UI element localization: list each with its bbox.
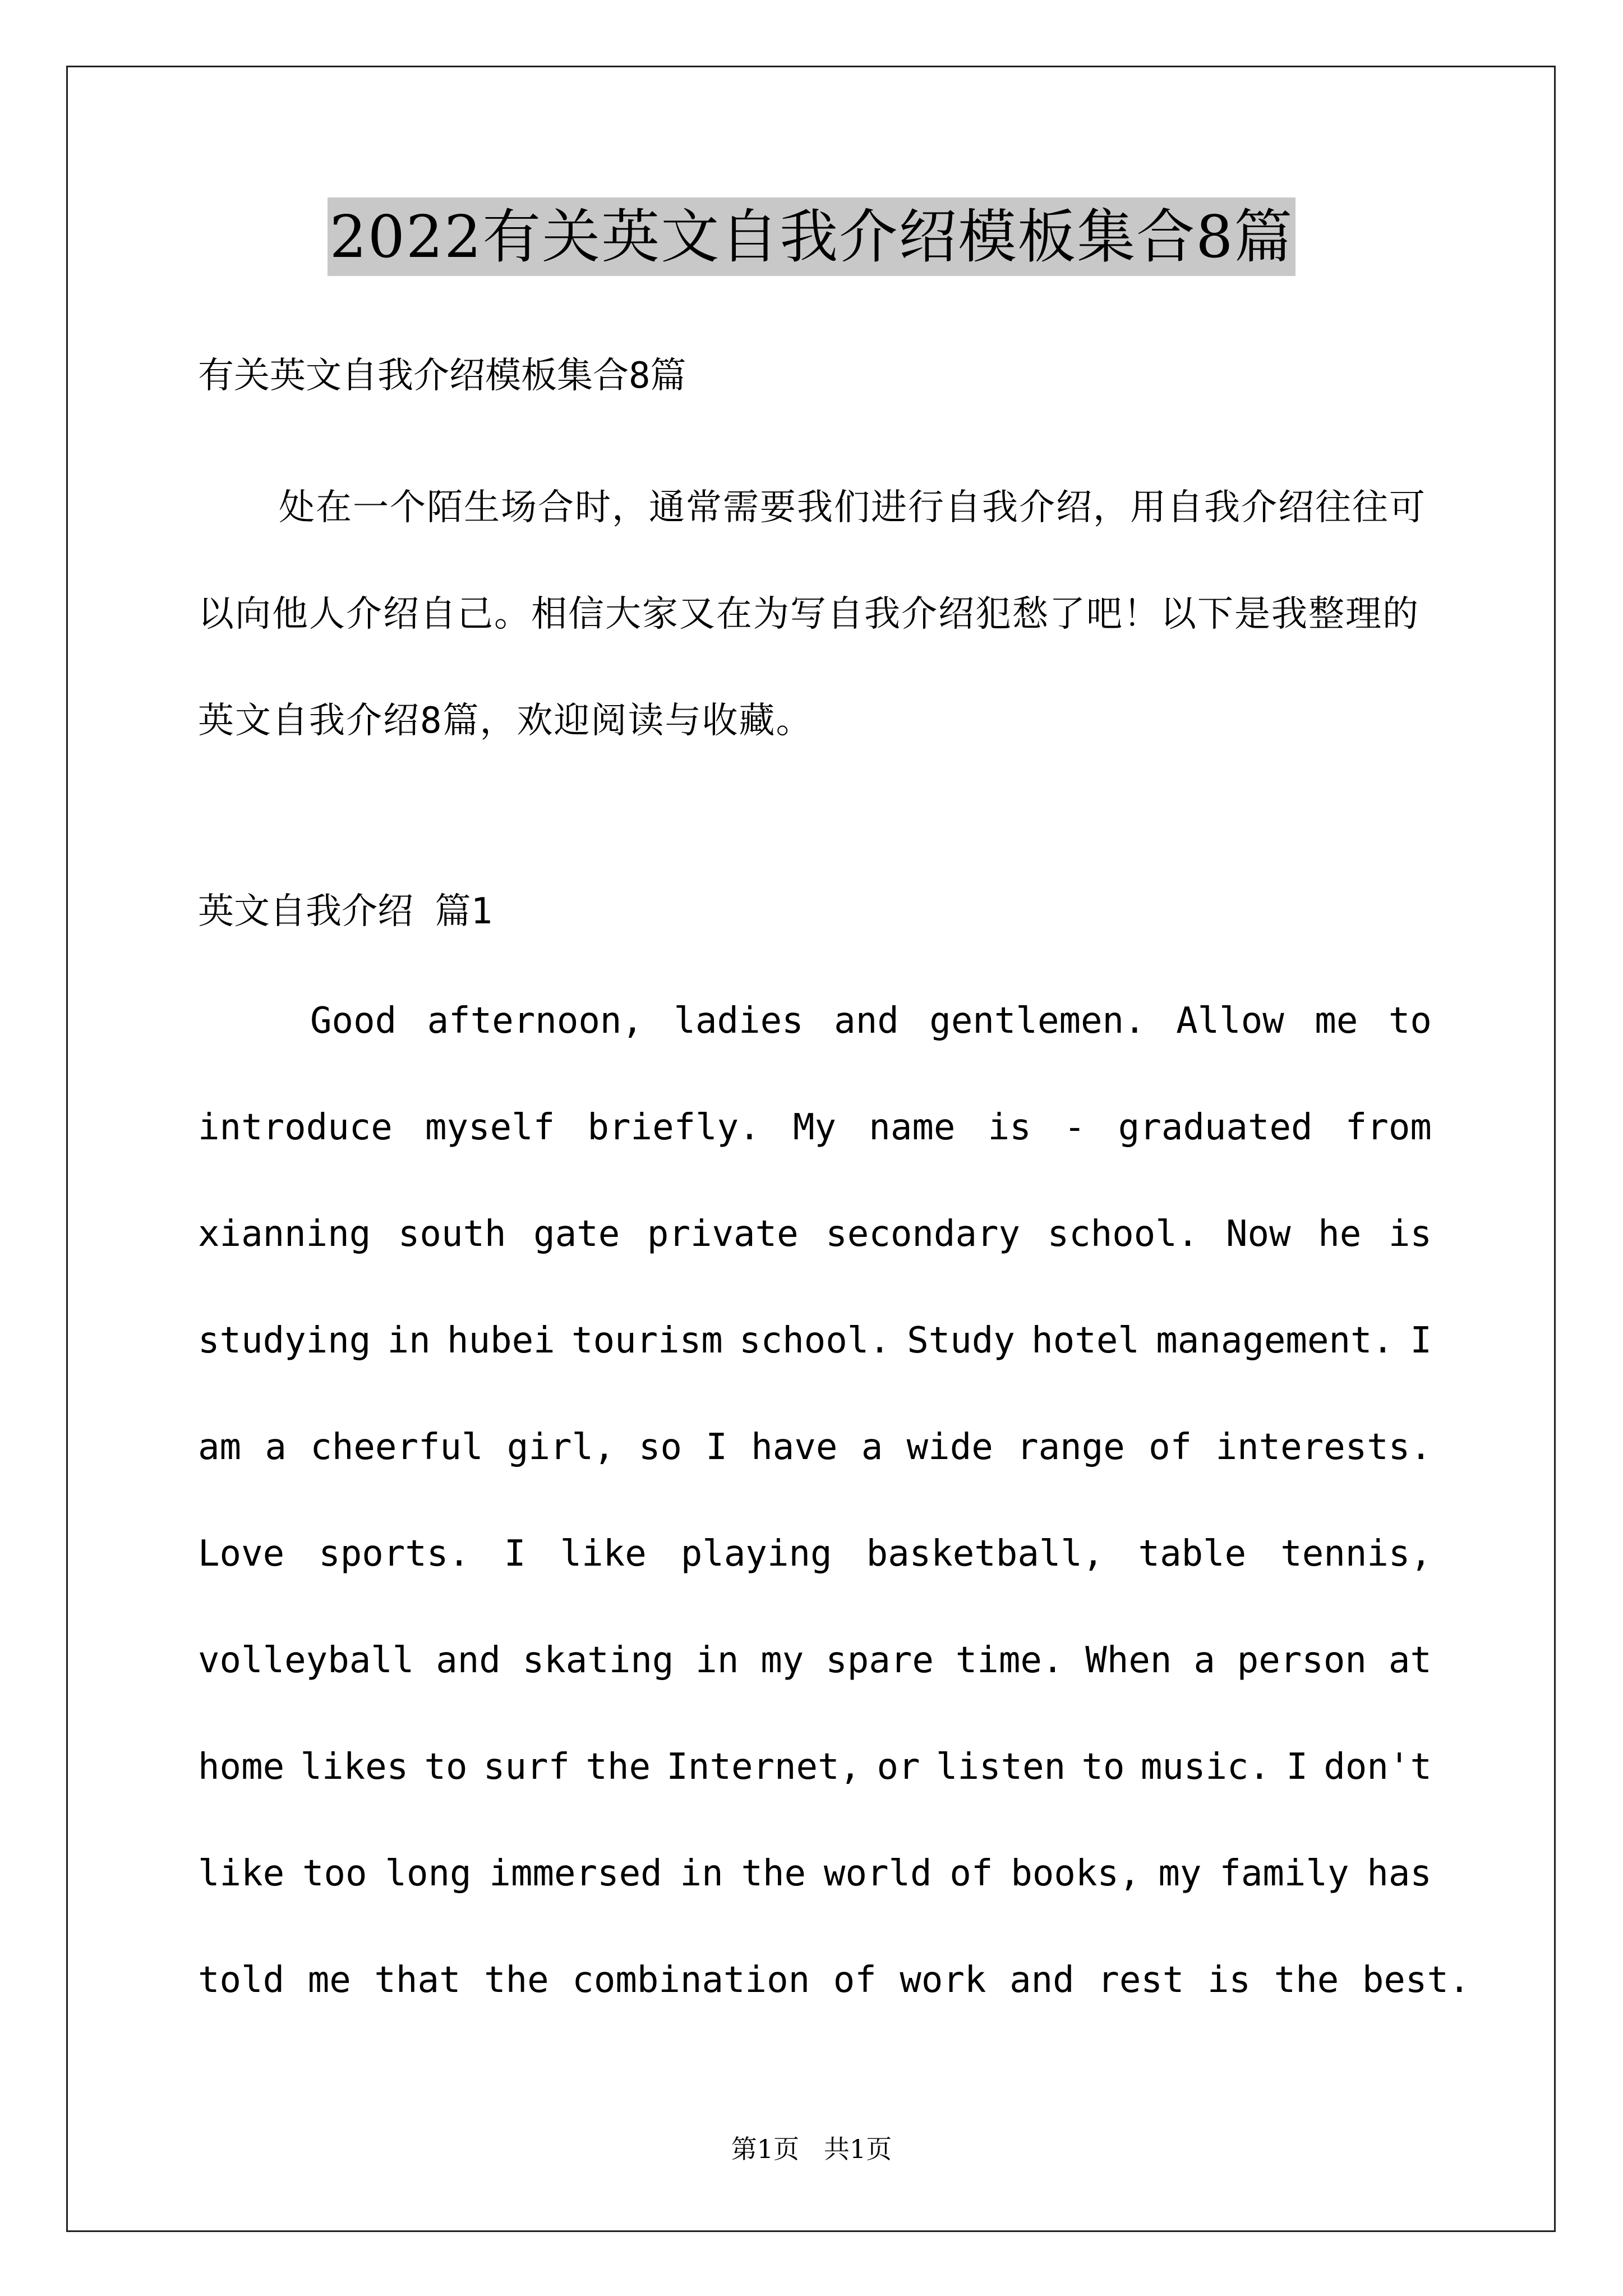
word: world (823, 1853, 932, 1894)
word: too (302, 1853, 367, 1894)
word: of (949, 1853, 993, 1894)
word: at (1388, 1640, 1432, 1681)
word: is (1388, 1213, 1432, 1255)
word: like (198, 1853, 285, 1894)
word: I (1410, 1320, 1432, 1361)
word: My (792, 1107, 837, 1148)
word: the (585, 1746, 651, 1788)
english-paragraph-line (198, 1287, 1432, 1394)
word: management. (1156, 1320, 1394, 1361)
english-paragraph-line (198, 1181, 1432, 1287)
word: in (695, 1640, 739, 1681)
word: ladies (674, 1000, 804, 1042)
word: table (1138, 1533, 1247, 1575)
word: When (1085, 1640, 1172, 1681)
word: me (1315, 1000, 1358, 1042)
word: private (647, 1213, 799, 1255)
word: a (861, 1427, 883, 1468)
english-paragraph-line (198, 1607, 1432, 1714)
intro-paragraph: 处在一个陌生场合时，通常需要我们进行自我介绍，用自我介绍往往可以向他人介绍自己。相信大家又在为写自我介绍犯愁了吧！以下是我整理的英文自我介绍8篇，欢迎阅读与收藏。 (198, 487, 1426, 742)
word: tourism (571, 1320, 723, 1361)
word: long (385, 1853, 472, 1894)
word: is (988, 1107, 1031, 1148)
word: work (900, 1959, 986, 2001)
word: I (1286, 1746, 1308, 1788)
word: girl, (506, 1427, 615, 1468)
word: has (1367, 1853, 1432, 1894)
word: is (1207, 1959, 1251, 2001)
word: rest (1098, 1959, 1184, 2001)
word: the (484, 1959, 549, 2001)
word: briefly. (587, 1107, 760, 1148)
word: of (833, 1959, 877, 2001)
title-container (0, 197, 1623, 276)
word: books, (1011, 1853, 1141, 1894)
word: hotel (1031, 1320, 1140, 1361)
word: and (834, 1000, 899, 1042)
word: sports. (319, 1533, 470, 1575)
word: have (751, 1427, 838, 1468)
word: person (1237, 1640, 1367, 1681)
word: time. (955, 1640, 1064, 1681)
word: the (1274, 1959, 1339, 2001)
word: a (265, 1427, 287, 1468)
english-paragraph-line (198, 1501, 1432, 1607)
word: my (760, 1640, 804, 1681)
word: or (877, 1746, 920, 1788)
word: skating (522, 1640, 674, 1681)
word: family (1219, 1853, 1349, 1894)
word: listen (935, 1746, 1066, 1788)
word: Now (1226, 1213, 1291, 1255)
word: playing (680, 1533, 832, 1575)
word: like (560, 1533, 647, 1575)
word: I (706, 1427, 727, 1468)
word: gate (533, 1213, 620, 1255)
word: music. (1140, 1746, 1271, 1788)
word: to (1388, 1000, 1432, 1042)
word: my (1158, 1853, 1202, 1894)
word: of (1149, 1427, 1192, 1468)
word: am (198, 1427, 242, 1468)
word: hubei (447, 1320, 555, 1361)
word: Love (198, 1533, 285, 1575)
word: myself (425, 1107, 555, 1148)
word: introduce (198, 1107, 393, 1148)
word: gentlemen. (929, 1000, 1146, 1042)
word: graduated (1118, 1107, 1313, 1148)
word: volleyball (198, 1640, 414, 1681)
word: Internet, (666, 1746, 861, 1788)
word: to (424, 1746, 468, 1788)
word: he (1318, 1213, 1362, 1255)
word: south (398, 1213, 506, 1255)
word: and (1009, 1959, 1075, 2001)
english-paragraph-line (198, 968, 1432, 1074)
english-paragraph (198, 968, 1470, 2033)
word: school. (739, 1320, 891, 1361)
word: interests. (1215, 1427, 1432, 1468)
word: cheerful (310, 1427, 483, 1468)
english-paragraph-line (198, 1394, 1432, 1501)
word: spare (826, 1640, 934, 1681)
section-heading: 英文自我介绍 篇1 (198, 891, 493, 932)
word: Good (310, 1000, 397, 1042)
word: combination (572, 1959, 810, 2001)
word: me (307, 1959, 351, 2001)
word: name (869, 1107, 956, 1148)
english-paragraph-line (198, 1820, 1432, 1927)
word: from (1345, 1107, 1432, 1148)
word: I (504, 1533, 526, 1575)
word: range (1017, 1427, 1125, 1468)
word: secondary (826, 1213, 1021, 1255)
word: best. (1362, 1959, 1470, 2001)
word: studying (198, 1320, 371, 1361)
word: a (1193, 1640, 1215, 1681)
word: school. (1047, 1213, 1199, 1255)
word: likes (300, 1746, 409, 1788)
word: in (387, 1320, 431, 1361)
word: told (198, 1959, 285, 2001)
word: and (436, 1640, 501, 1681)
document-subtitle: 有关英文自我介绍模板集合8篇 (198, 355, 686, 397)
word: the (741, 1853, 806, 1894)
english-paragraph-line (198, 1927, 1470, 2033)
english-paragraph-line (198, 1714, 1432, 1820)
word: Study (907, 1320, 1015, 1361)
word: - (1063, 1107, 1086, 1148)
document-title: 2022有关英文自我介绍模板集合8篇 (328, 197, 1296, 276)
word: to (1081, 1746, 1125, 1788)
english-paragraph-line (198, 1074, 1432, 1181)
word: Allow (1176, 1000, 1284, 1042)
word: basketball, (866, 1533, 1104, 1575)
word: don't (1324, 1746, 1432, 1788)
word: afternoon, (427, 1000, 643, 1042)
word: so (638, 1427, 682, 1468)
word: xianning (198, 1213, 371, 1255)
word: surf (483, 1746, 570, 1788)
word: tennis, (1280, 1533, 1432, 1575)
word: in (680, 1853, 723, 1894)
word: home (198, 1746, 285, 1788)
word: wide (906, 1427, 993, 1468)
page-footer: 第1页 共1页 (731, 2134, 892, 2164)
word: immersed (489, 1853, 662, 1894)
word: that (374, 1959, 461, 2001)
